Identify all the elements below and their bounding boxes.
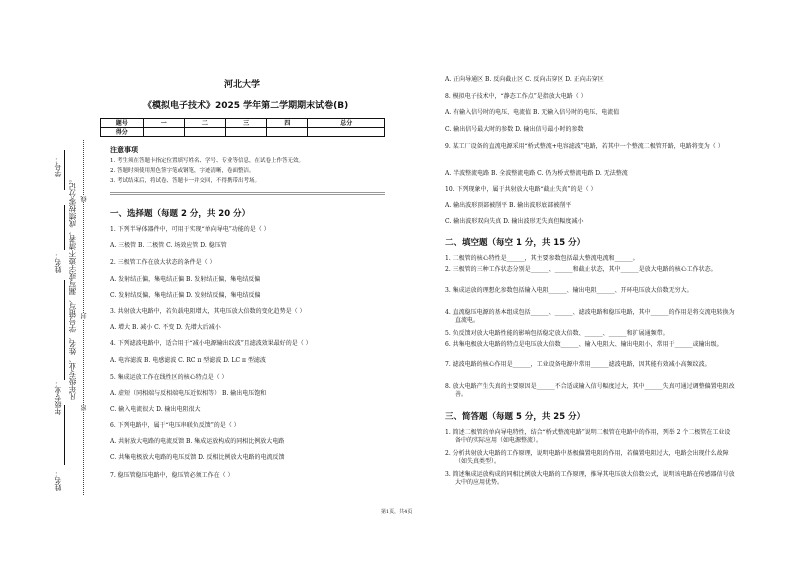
score-cell: 四 <box>267 119 308 128</box>
seal-mark-line: 线 <box>81 196 88 202</box>
student-id-label: 学号： <box>54 156 62 177</box>
question-line: A. 增大 B. 减小 C. 不变 D. 先增大后减小 <box>110 324 221 331</box>
question-line: 10. 下列现象中，属于共射放大电路“截止失真”的是（ ） <box>445 186 597 193</box>
notes-title: 注意事项 <box>110 146 138 154</box>
short-answer-item: 2. 分析共射放大电路的工作原理，说明电路中基极偏置电阻的作用，若偏置电阻过大，电路会出现什么故障（如失真类型）。 <box>445 450 729 465</box>
seal-mark-secret: 密 <box>81 405 88 411</box>
note-item: 3. 考试结束后，将试卷、答题卡一并交回，不得携带出考场。 <box>110 178 260 184</box>
page-number: 第1页，共4页 <box>381 509 413 515</box>
fill-item: 1. 二极管的核心特性是______，其主要参数包括最大整流电流和______。 <box>445 255 639 262</box>
score-cell: 总分 <box>308 119 385 128</box>
name-line <box>64 205 65 250</box>
score-input <box>143 128 184 137</box>
name-line-2 <box>64 280 65 380</box>
divider <box>110 192 385 195</box>
question-line: A. 电容滤波 B. 电感滤波 C. RC π 型滤波 D. LC π 型滤波 <box>110 357 266 364</box>
question-line: C. 输出信号最大时的参数 D. 输出信号最小时的参数 <box>445 126 584 133</box>
seal-mark-seal: 封 <box>81 313 88 319</box>
score-cell: 一 <box>143 119 184 128</box>
note-item: 2. 答题时须使用黑色签字笔或钢笔，字迹清晰，卷面整洁。 <box>110 168 255 174</box>
fill-item: 7. 滤波电路的核心作用是______，工业设备电源中常用______滤波电路，因其能有效减小高频纹波。 <box>445 361 711 368</box>
fill-item: 2. 三极管的三种工作状态分别是______、______和截止状态，其中______是放大电路的核心工作状态。 <box>445 266 717 273</box>
question-line: C. 共集电极放大电路的电压反馈 D. 反相比例放大电路的电流反馈 <box>110 454 285 461</box>
question-line: 1. 下列半导体器件中，可用于实现“单向导电”功能的是（ ） <box>110 226 270 233</box>
question-line: C. 输出波形双向失真 D. 输出波形无失真但幅度减小 <box>445 218 584 225</box>
question-line: 9. 某工厂设备的直流电源采用“桥式整流+电容滤波”电路，若其中一个整流二极管开路，电路将变为（ ） <box>445 143 724 150</box>
score-input <box>184 128 225 137</box>
score-input <box>267 128 308 137</box>
question-line: 4. 下列滤波电路中，适合用于“减小电源输出纹波”且滤波效果最好的是（ ） <box>110 340 312 347</box>
question-line: A. 输出波形顶部被削平 B. 输出波形底部被削平 <box>445 202 572 209</box>
question-line: 2. 三极管工作在放大状态的条件是（ ） <box>110 259 216 266</box>
fill-item: 3. 集成运放的理想化参数包括输入电阻______、输出电阻______、开环电压放大倍数无穷大。 <box>445 287 693 294</box>
score-table <box>100 118 385 137</box>
question-line: 3. 共射放大电路中，若负载电阻增大，其电压放大倍数的变化趋势是（ ） <box>110 308 306 315</box>
question-line: C. 输入电流很大 D. 输出电阻很大 <box>110 406 201 413</box>
fill-item: 5. 负反馈对放大电路性能的影响包括稳定放大倍数、______、______和扩展通频带。 <box>445 330 669 337</box>
question-line: A. 有输入信号时的电压、电流值 B. 无输入信号时的电压、电流值 <box>445 109 620 116</box>
section3-title: 三、简答题（每题 5 分，共 25 分） <box>445 412 586 422</box>
fill-item: 6. 共集电极放大电路的特点是电压放大倍数______、输入电阻大、输出电阻小，常用于______或输出级。 <box>445 341 723 348</box>
question-line: 8. 模拟电子技术中，“静态工作点”是指放大电路（ ） <box>445 93 587 100</box>
question-line: 6. 下列电路中，属于“电压串联负反馈”的是（ ） <box>110 422 240 429</box>
grade-major-line <box>64 405 65 465</box>
question-line: A. 虚短（同相端与反相端电压近似相等） B. 输出电压饱和 <box>110 390 267 397</box>
short-answer-item: 3. 简述集成运放构成的同相比例放大电路的工作原理，推导其电压放大倍数公式，说明该电路在传感器信号放大中的应用优势。 <box>445 471 735 486</box>
college-label: 姓名： <box>54 470 62 491</box>
section1-title: 一、选择题（每题 2 分，共 20 分） <box>110 209 251 219</box>
question-line: 7. 稳压管稳压电路中，稳压管必须工作在（ ） <box>110 472 234 479</box>
name-label: 姓名： <box>54 252 62 273</box>
score-cell: 题号 <box>101 119 144 128</box>
grade-major-label: 年级专业： <box>54 380 62 415</box>
fill-item: 8. 放大电路产生失真的主要原因是______不合适或输入信号幅度过大，其中______失真可通过调整偏置电阻改善。 <box>445 383 735 398</box>
question-line: C. 发射结反偏，集电结正偏 D. 发射结反偏，集电结反偏 <box>110 292 261 299</box>
student-id-line <box>64 150 65 190</box>
short-answer-item: 1. 简述二极管的单向导电特性，结合“桥式整流电路”说明二极管在电路中的作用，列举 2 个二极管在工业设备中的实际应用（如电源整流）。 <box>445 429 731 444</box>
score-input <box>308 128 385 137</box>
exam-title: 《模拟电子技术》2025 学年第二学期期末试卷(B) <box>143 101 349 111</box>
note-item: 1. 考生须在答题卡指定位置填写姓名、学号、专业等信息，在试卷上作答无效。 <box>110 158 304 164</box>
score-cell: 三 <box>226 119 267 128</box>
question-line: A. 共射放大电路的电流反馈 B. 集成运放构成的同相比例放大电路 <box>110 438 285 445</box>
score-input <box>226 128 267 137</box>
question-line: A. 发射结正偏，集电结正偏 B. 发射结正偏，集电结反偏 <box>110 276 261 283</box>
fill-item: 4. 直流稳压电源的基本组成包括______、______、滤波电路和稳压电路，其中______的作用是将交流电转换为直流电。 <box>445 309 735 324</box>
score-cell: 二 <box>184 119 225 128</box>
question-line: A. 三极管 B. 二极管 C. 场效应管 D. 稳压管 <box>110 242 227 249</box>
question-line: A. 半波整流电路 B. 全波整流电路 C. 仍为桥式整流电路 D. 无法整流 <box>445 170 628 177</box>
university-name: 河北大学 <box>224 80 261 90</box>
section2-title: 二、填空题（每空 1 分，共 15 分） <box>445 238 586 248</box>
binding-notice: 凡年级专业、姓名、学号错写、漏写或字迹不清者，成绩按零分记。 <box>68 175 77 400</box>
question-line: A. 正向导通区 B. 反向截止区 C. 反向击穿区 D. 正向击穿区 <box>445 76 604 83</box>
score-row-label: 得分 <box>101 128 144 137</box>
question-line: 5. 集成运放工作在线性区的核心特点是（ ） <box>110 374 228 381</box>
